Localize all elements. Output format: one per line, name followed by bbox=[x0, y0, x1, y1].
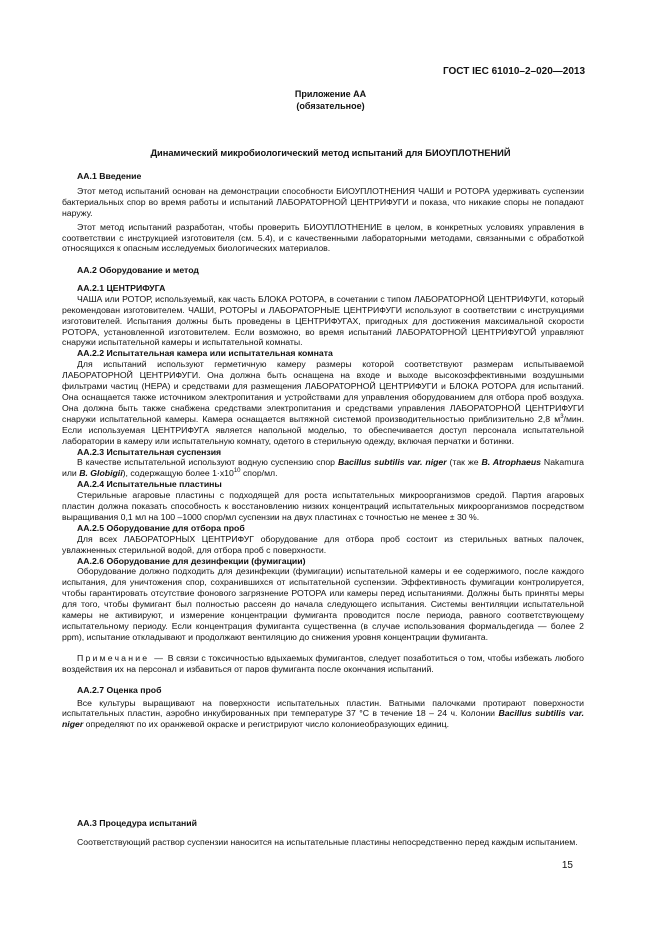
note-label: Примечание — bbox=[77, 652, 166, 663]
paragraph: Для всех ЛАБОРАТОРНЫХ ЦЕНТРИФУГ оборудование для отбора проб состоит из стерильных ватных палочек, увлажненных стерильной водой, для отбора проб с поверхности. bbox=[62, 533, 584, 555]
section-aa2 bbox=[62, 265, 584, 730]
section-heading: АА.3 Процедура испытаний bbox=[77, 818, 197, 828]
paragraph: Соответствующий раствор суспензии наносится на испытательные пластины непосредственно перед каждым испытанием. bbox=[77, 836, 578, 847]
document-title: Динамический микробиологический метод испытаний для БИОУПЛОТНЕНИЙ bbox=[150, 148, 511, 158]
subsection-heading: АА.2.3 Испытательная суспензия bbox=[77, 446, 222, 457]
subsection-heading: АА.2.7 Оценка проб bbox=[77, 684, 162, 695]
subsection-heading: АА.2.6 Оборудование для дезинфекции (фумигации) bbox=[77, 555, 306, 566]
section-heading: АА.1 Введение bbox=[77, 171, 142, 181]
paragraph: ЧАША или РОТОР, используемый, как часть БЛОКА РОТОРА, в сочетании с типом ЛАБОРАТОРНОЙ ЦЕНТРИФУГИ, который рекомендован изготовителем. ЧАШИ, РОТОРЫ и ЛАБОРАТОРНЫЕ ЦЕНТРИФУГИ используют в соответствии с инструкциями изготовителей. Испытания должны быть проведены в ЦЕНТРИФУГАХ, пригодных для достижения максимальной скорости РОТОРА, установленной изготовителем. Если возможно, во время испытаний ЛАБОРАТОРНОЙ ЦЕНТРИФУГОЙ управляют снаружи испытательной камеры и испытательной комнаты. bbox=[62, 293, 584, 348]
paragraph: В качестве испытательной используют водную суспензию спор Bacillus subtilis var. niger (так же B. Atrophaeus Nakamura или B. Globigii), содержащую более $1\cdot x10^{10}$ спор/мл. bbox=[62, 457, 585, 479]
paragraph: Оборудование должно подходить для дезинфекции (фумигации) испытательной камеры и ее содержимого, после каждого испытания, для уничтожения спор, сохранившихся от испытательной суспензии. Эффективность фумигации контролируется, чтобы гарантировать отсутствие фонового загрязнение РОТОРА или камеры перед испытаниями. Должны быть приняты меры для того, чтобы фумигант был полностью рассеян до начала следующего испытания. Системы вентиляции испытательной камеры не активируют, и измерение концентрации фумиганта проводится после периода, равного соответствующему испытательному периоду. Если концентрация фумиганта существенна (в случае использования формальдегида — более 2 ppm), испытание откладывают и продолжают вентиляцию до снижения уровня концентрации фумиганта. bbox=[62, 566, 584, 642]
subsection-heading: АА.2.2 Испытательная камера или испытательная комната bbox=[77, 348, 333, 359]
subsection-heading: АА.2.4 Испытательные пластины bbox=[77, 479, 222, 490]
standard-header: ГОСТ IEC 61010–2–020—2013 bbox=[442, 66, 585, 77]
paragraph: Стерильные агаровые пластины с подходящей для роста испытательных микроорганизмов средой. Партия агаровых пластин должна показать способность к восстановлению низких концентраций испытательных микроорганизмов посредством выращивания 0,1 мл на 100 –1000 спор/мл суспензии на двух пластинах с точностью не менее ± 30 %. bbox=[62, 490, 584, 522]
section-aa3 bbox=[62, 818, 584, 848]
section-aa1 bbox=[62, 171, 584, 254]
subsection-heading: АА.2.5 Оборудование для отбора проб bbox=[77, 522, 245, 533]
annex-subtitle: (обязательное) bbox=[296, 101, 365, 111]
subsection-heading: АА.2.1 ЦЕНТРИФУГА bbox=[77, 282, 166, 293]
annex-title: Приложение АА bbox=[294, 89, 367, 99]
section-heading: АА.2 Оборудование и метод bbox=[77, 265, 199, 275]
page-number: 15 bbox=[561, 860, 573, 871]
paragraph: Этот метод испытаний разработан, чтобы проверить БИОУПЛОТНЕНИЕ в целом, в конкретных условиях управления в соответствии с инструкцией изготовителя (см. 5.4), и с качественными лабораторными методами, связанными с обработкой относящихся к опасным исследуемых биологических материалов. bbox=[62, 221, 584, 254]
paragraph: Все культуры выращивают на поверхности испытательных пластин. Ватными палочками протирают поверхности испытательных пластин, аэробно инкубированных при температуре 37 °C в течение 18 – 24 ч. Колонии Bacillus subtilis var. niger определяют по их оранжевой окраске и регистрируют число колониеобразующих единиц. bbox=[62, 697, 584, 730]
note: Примечание — В связи с токсичностью вдыхаемых фумигантов, следует позаботиться о том, чтобы избежать любого воздействия их на персонал и избавиться от паров фумиганта после окончания испытаний. bbox=[62, 652, 584, 674]
paragraph: Этот метод испытаний основан на демонстрации способности БИОУПЛОТНЕНИЯ ЧАШИ и РОТОРА удерживать суспензии бактериальных спор во время работы и испытаний ЛАБОРАТОРНОЙ ЦЕНТРИФУГИ и показа, что никакие споры не попадают наружу. bbox=[62, 185, 584, 218]
paragraph: Для испытаний используют герметичную камеру размеры которой соответствуют размерам испытываемой ЛАБОРАТОРНОЙ ЦЕНТРИФУГИ. Она должна быть оснащена на входе и выходе высокоэффективными воздушными фильтрами частиц (HEPA) и средствами для размещения ЛАБОРАТОРНОЙ ЦЕНТРИФУГИ и БЛОКА РОТОРА для испытаний. Она оснащается также источником электропитания и устройствами для управления оборудованием для отбора проб воздуха. Она должна быть также снабжена средствами электропитания и средствами управления ЛАБОРАТОРНОЙ ЦЕНТРИФУГИ снаружи испытательной камеры. Камера оснащается вытяжной системой производительностью приблизительно 2,8 $м^3$/мин. Если используемая ЦЕНТРИФУГА является напольной моделью, то обеспечивается доступ персонала испытательной лаборатории в камеру или испытательную комнату, одетого в стерильную одежду, включая перчатки и ботинки. bbox=[62, 359, 584, 446]
